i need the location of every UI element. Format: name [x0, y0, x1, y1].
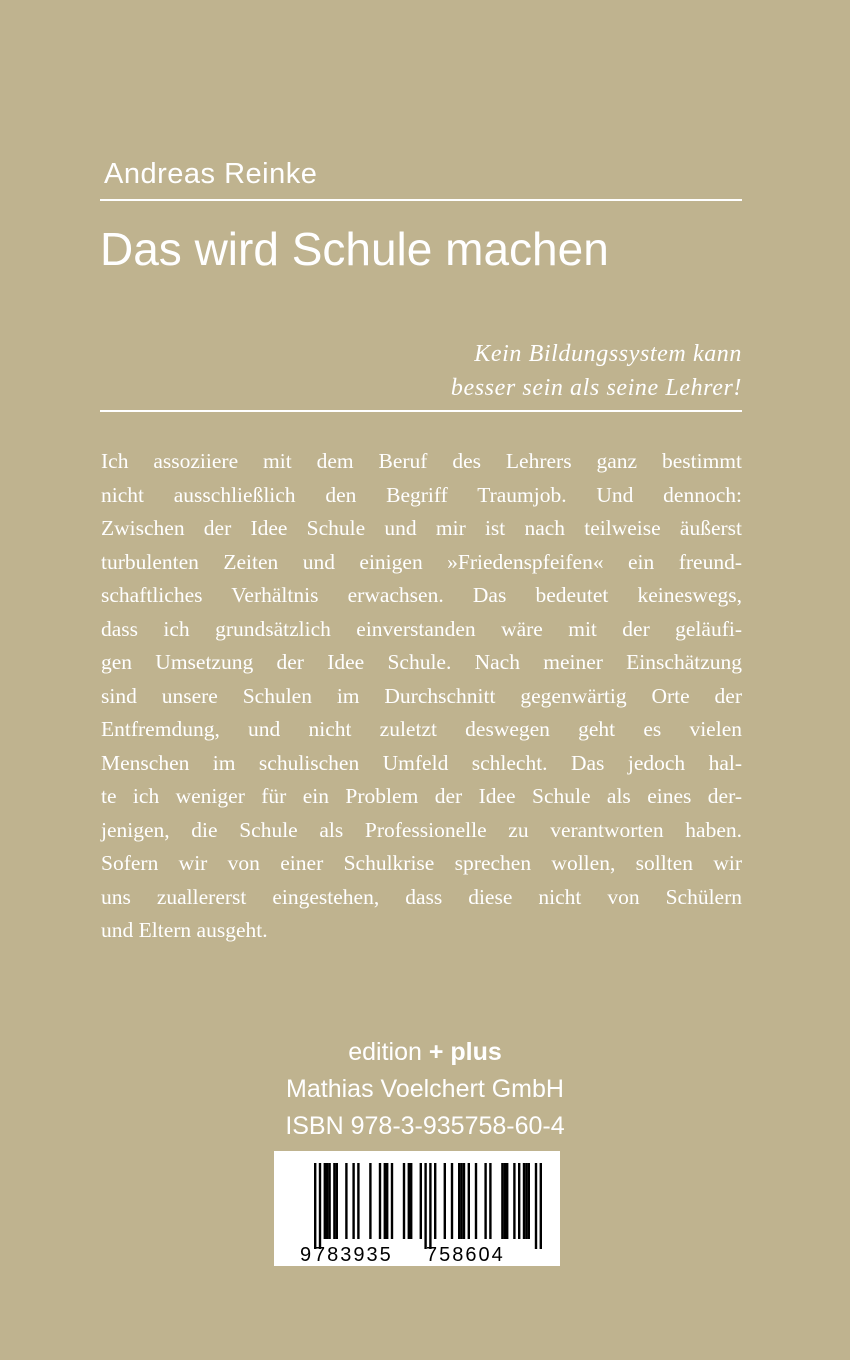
- barcode-bar: [391, 1163, 393, 1239]
- barcode-bar: [504, 1163, 506, 1239]
- barcode-bar: [518, 1163, 520, 1239]
- isbn-text: ISBN 978-3-935758-60-4: [285, 1112, 565, 1140]
- blurb-line: Sofern wir von einer Schulkrise sprechen wollen, sollten wir: [101, 851, 742, 875]
- barcode-bar: [352, 1163, 354, 1239]
- barcode-graphic: [274, 1151, 560, 1266]
- barcode-bar: [460, 1163, 462, 1239]
- plus-label: + plus: [428, 1038, 502, 1066]
- quote-line: besser sein als seine Lehrer!: [450, 375, 742, 401]
- barcode-bar: [403, 1163, 405, 1239]
- blurb-line: nicht ausschließlich den Begriff Traumjob. Und dennoch:: [101, 482, 742, 507]
- barcode-bar: [523, 1163, 525, 1239]
- blurb-line: te ich weniger für ein Problem der Idee Schule als eines der-: [101, 784, 742, 808]
- barcode-bar: [475, 1163, 477, 1239]
- barcode-bar: [463, 1163, 465, 1239]
- barcode-bar: [535, 1163, 537, 1249]
- barcode-bar: [468, 1163, 470, 1239]
- blurb-line: dass ich grundsätzlich einverstanden wäre mit der geläufi-: [101, 616, 742, 641]
- barcode-bar: [489, 1163, 491, 1239]
- barcode-bar: [429, 1163, 431, 1249]
- blurb-line: und Eltern ausgeht.: [101, 918, 268, 942]
- barcode-group-2: 758604: [426, 1244, 505, 1266]
- barcode-bar: [506, 1163, 508, 1239]
- blurb-line: uns zuallererst eingestehen, dass diese nicht von Schülern: [101, 884, 742, 909]
- blurb-line: sind unsere Schulen im Durchschnitt gegenwärtig Orte der: [101, 683, 742, 708]
- publisher-block: [0, 1034, 850, 1145]
- blurb-line: Zwischen der Idee Schule und mir ist nach teilweise äußerst: [101, 516, 742, 540]
- blurb-text: [101, 445, 742, 948]
- barcode-bar: [369, 1163, 371, 1239]
- barcode-bar: [410, 1163, 412, 1239]
- barcode-bar: [444, 1163, 446, 1239]
- blurb-line: jenigen, die Schule als Professionelle zu verantworten haben.: [101, 817, 742, 842]
- barcode: [274, 1151, 560, 1266]
- barcode-bar: [314, 1163, 316, 1249]
- middle-rule: [100, 410, 742, 412]
- book-title: Das wird Schule machen: [100, 223, 609, 275]
- barcode-bar: [540, 1163, 542, 1249]
- barcode-bar: [528, 1163, 530, 1239]
- barcode-bar: [484, 1163, 486, 1239]
- barcode-bar: [326, 1163, 328, 1239]
- barcode-bar: [384, 1163, 386, 1239]
- barcode-bar: [420, 1163, 422, 1239]
- blurb-line: schaftliches Verhältnis erwachsen. Das bedeutet keineswegs,: [101, 583, 742, 607]
- edition-plus-logo: [0, 1034, 850, 1071]
- barcode-bar: [328, 1163, 330, 1239]
- tagline-quote: [451, 337, 742, 405]
- barcode-bar: [451, 1163, 453, 1239]
- blurb-line: turbulenten Zeiten und einigen »Friedenspfeifen« ein freund-: [101, 549, 742, 574]
- barcode-bar: [513, 1163, 515, 1239]
- barcode-bar: [379, 1163, 381, 1239]
- barcode-bar: [324, 1163, 326, 1239]
- barcode-bar: [357, 1163, 359, 1239]
- barcode-bar: [525, 1163, 527, 1239]
- barcode-bar: [319, 1163, 321, 1249]
- blurb-line: Menschen im schulischen Umfeld schlecht. Das jedoch hal-: [101, 750, 742, 775]
- edition-label: edition: [348, 1038, 422, 1066]
- blurb-line: gen Umsetzung der Idee Schule. Nach meiner Einschätzung: [101, 650, 742, 674]
- top-rule: [100, 199, 742, 201]
- barcode-bar: [424, 1163, 426, 1249]
- barcode-bar: [386, 1163, 388, 1239]
- barcode-group-1: 783935: [314, 1244, 393, 1266]
- barcode-bar: [345, 1163, 347, 1239]
- blurb-line: Entfremdung, und nicht zuletzt deswegen geht es vielen: [101, 717, 742, 741]
- barcode-bar: [458, 1163, 460, 1239]
- barcode-bar: [336, 1163, 338, 1239]
- blurb-line: Ich assoziiere mit dem Beruf des Lehrers ganz bestimmt: [101, 449, 742, 473]
- barcode-bar: [501, 1163, 503, 1239]
- barcode-bar: [434, 1163, 436, 1239]
- barcode-bar: [333, 1163, 335, 1239]
- barcode-first-digit: 9: [300, 1244, 312, 1266]
- author-name: Andreas Reinke: [104, 158, 318, 190]
- quote-line: Kein Bildungssystem kann: [474, 341, 742, 367]
- barcode-bar: [408, 1163, 410, 1239]
- publisher-name: Mathias Voelchert GmbH: [286, 1075, 564, 1103]
